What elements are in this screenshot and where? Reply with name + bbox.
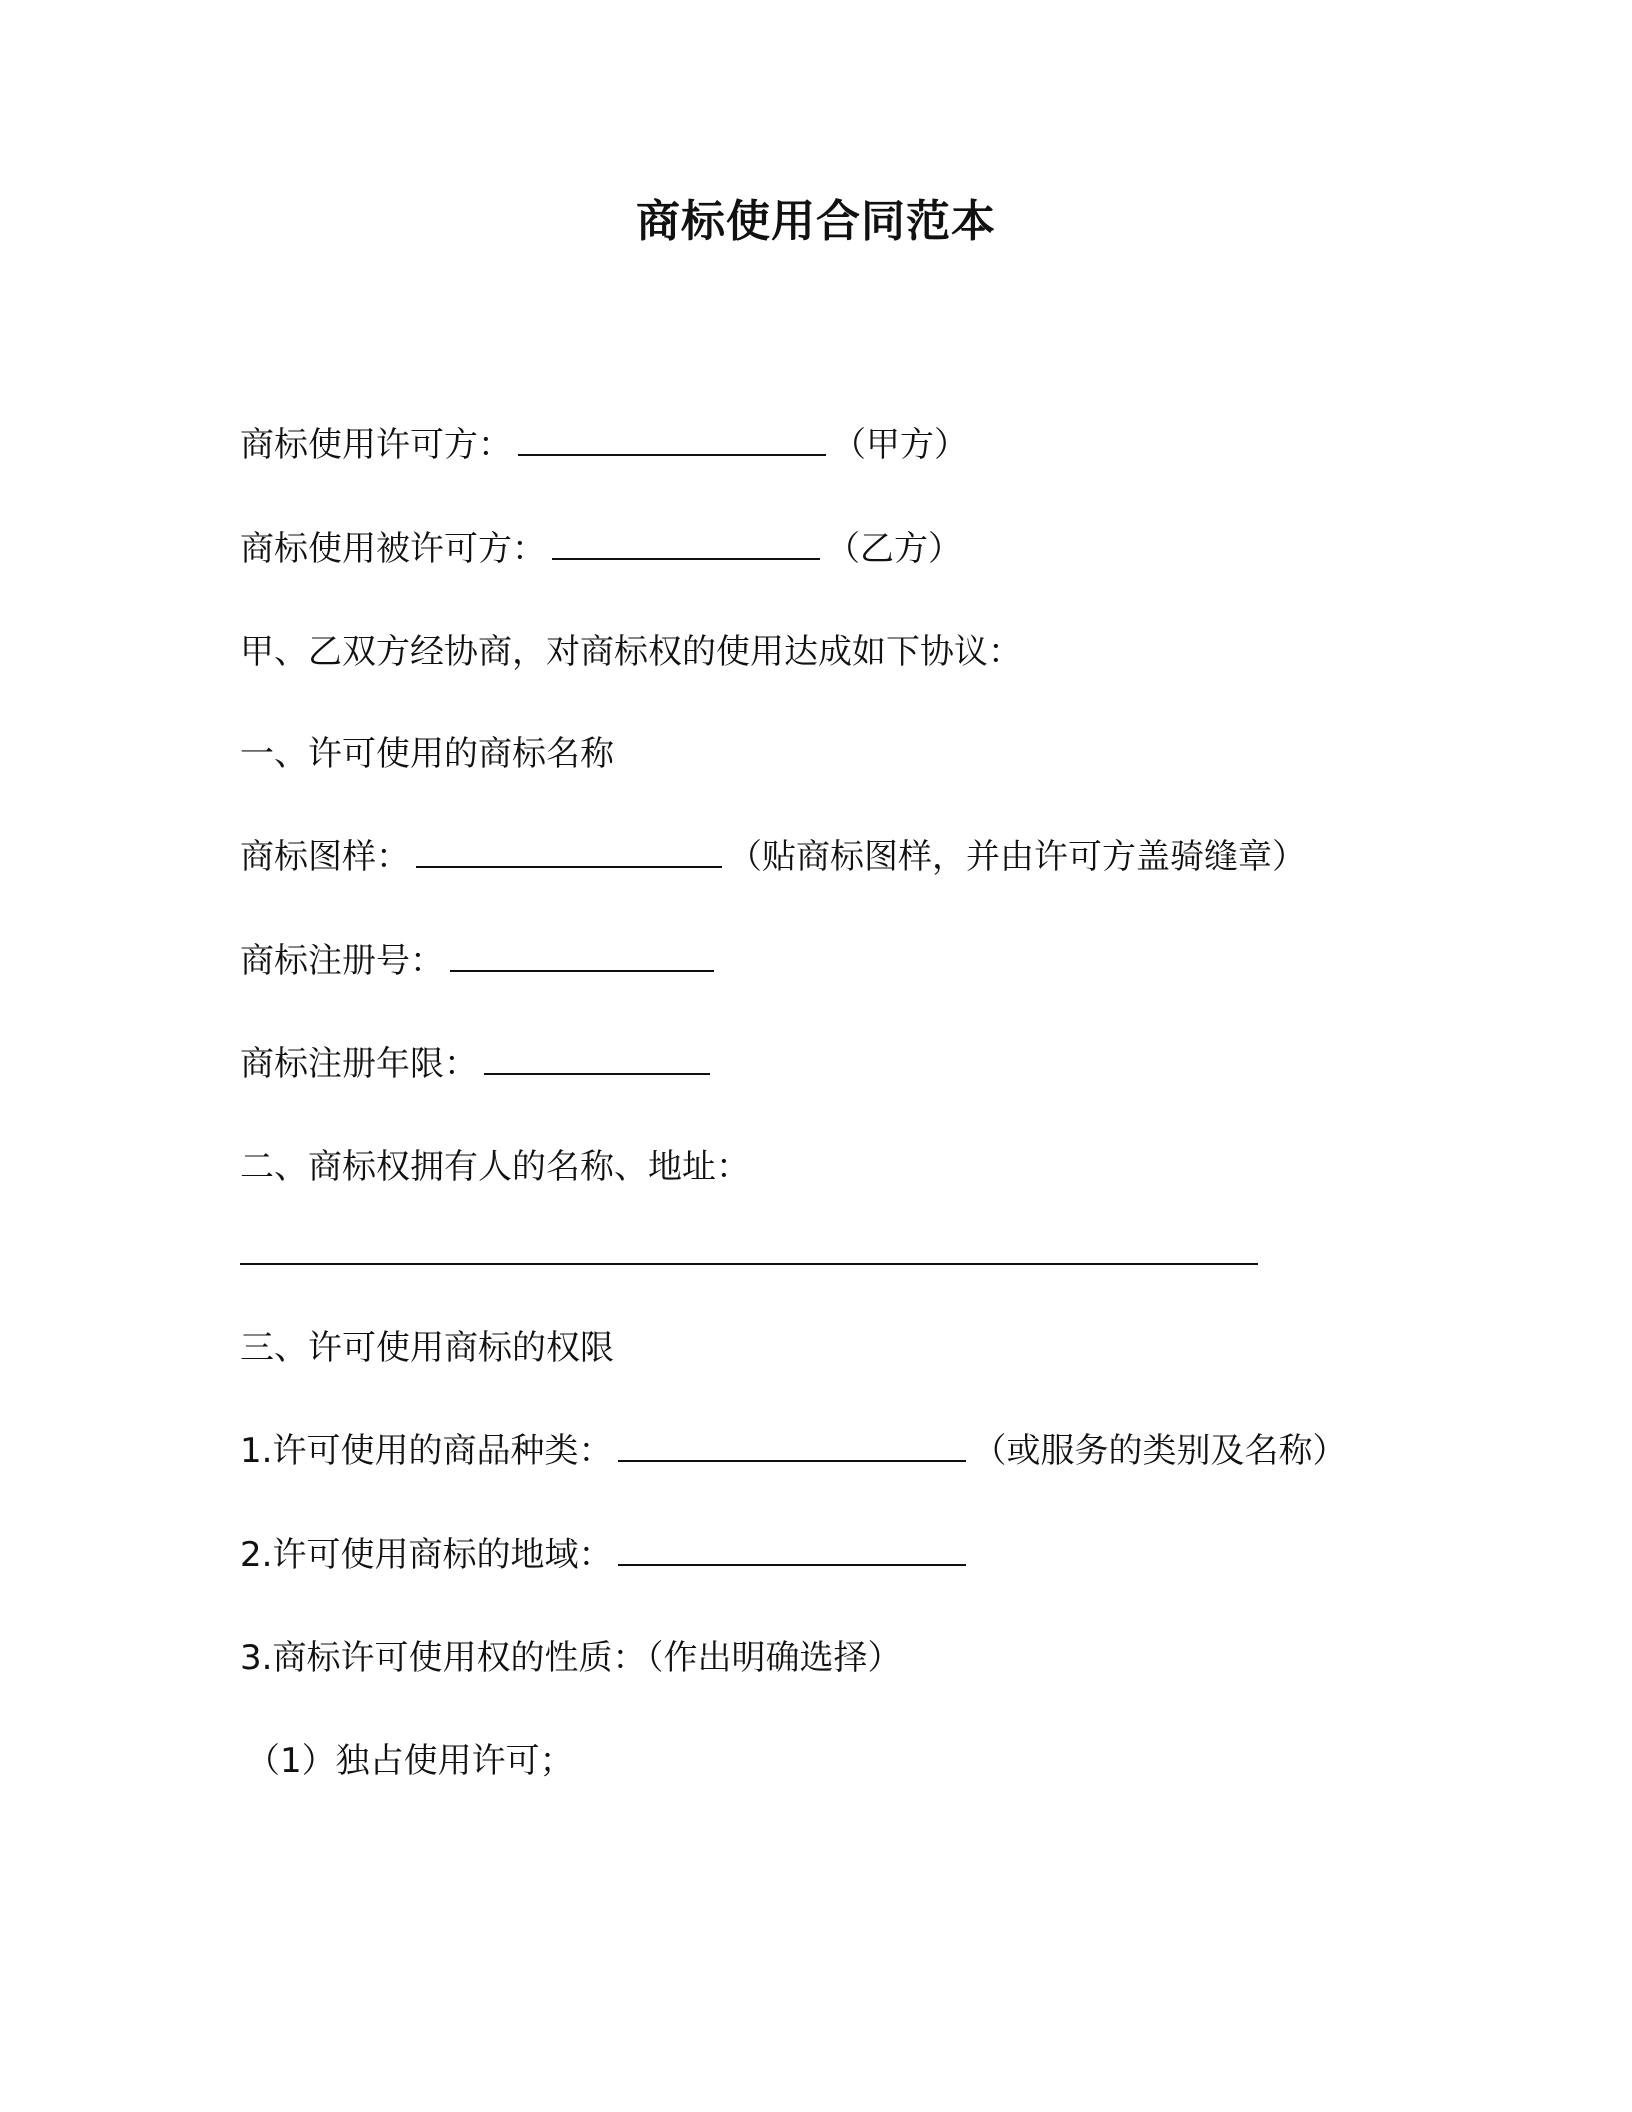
registration-term-label: 商标注册年限： <box>240 1044 478 1084</box>
trademark-sample-line <box>240 834 1306 880</box>
registration-term-blank[interactable] <box>484 1043 710 1075</box>
goods-category-blank[interactable] <box>618 1430 966 1462</box>
section3-heading: 三、许可使用商标的权限 <box>240 1328 614 1368</box>
license-nature-line: 3.商标许可使用权的性质：（作出明确选择） <box>240 1638 902 1678</box>
licensee-label: 商标使用被许可方： <box>240 529 546 569</box>
territory-blank[interactable] <box>618 1534 966 1566</box>
trademark-sample-label: 商标图样： <box>240 837 410 877</box>
licensee-suffix: （乙方） <box>826 529 962 569</box>
licensee-line <box>240 526 962 572</box>
territory-line <box>240 1532 972 1578</box>
section1-heading: 一、许可使用的商标名称 <box>240 734 614 774</box>
territory-label: 2.许可使用商标的地域： <box>240 1535 613 1575</box>
licensor-line <box>240 422 968 468</box>
licensor-suffix: （甲方） <box>832 425 968 465</box>
goods-category-label: 1.许可使用的商品种类： <box>240 1431 613 1471</box>
trademark-sample-blank[interactable] <box>416 836 722 868</box>
page-title: 商标使用合同范本 <box>636 196 996 247</box>
licensor-blank[interactable] <box>518 424 826 456</box>
registration-term-line <box>240 1041 716 1087</box>
licensee-blank[interactable] <box>552 528 820 560</box>
trademark-sample-suffix: （贴商标图样，并由许可方盖骑缝章） <box>728 837 1306 877</box>
licensor-label: 商标使用许可方： <box>240 425 512 465</box>
registration-number-line <box>240 938 720 984</box>
goods-category-line <box>240 1428 1346 1474</box>
intro-text: 甲、乙双方经协商，对商标权的使用达成如下协议： <box>240 632 1022 672</box>
owner-name-address-blank[interactable] <box>240 1263 1258 1265</box>
section2-heading: 二、商标权拥有人的名称、地址： <box>240 1147 750 1187</box>
registration-number-blank[interactable] <box>450 940 714 972</box>
option-exclusive-license: （1）独占使用许可； <box>246 1741 574 1781</box>
goods-category-suffix: （或服务的类别及名称） <box>972 1431 1347 1471</box>
registration-number-label: 商标注册号： <box>240 941 444 981</box>
